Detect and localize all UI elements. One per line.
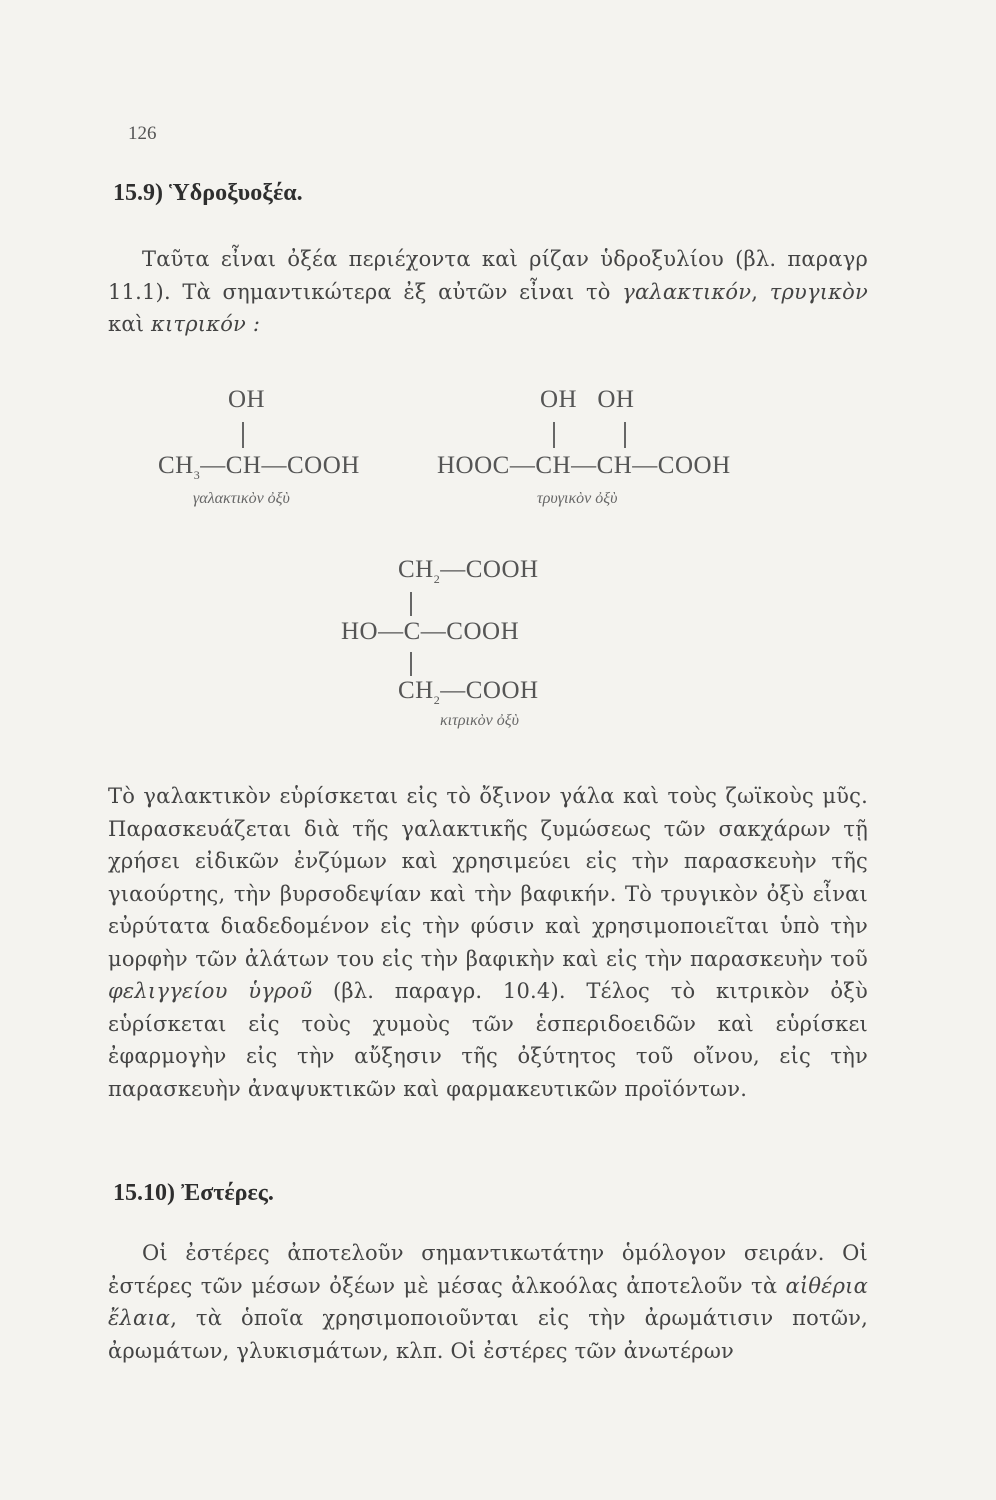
body-paragraph-uses xyxy=(108,780,868,1105)
citric-bot-a: CH xyxy=(398,677,434,704)
esters-paragraph xyxy=(108,1237,868,1367)
term-essential-oils: αἰθέρια ἔλαια xyxy=(108,1273,868,1330)
citric-caption: κιτρικὸν ὀξὺ xyxy=(440,712,519,729)
term-citric: κιτρικόν : xyxy=(151,312,261,336)
citric-top-a: CH xyxy=(398,556,434,583)
lactic-caption: γαλακτικὸν ὀξὺ xyxy=(193,490,290,507)
intro-text: Ταῦτα εἶναι ὀξέα περιέχοντα καὶ ρίζαν ὑδροξυλίου (βλ. παραγρ 11.1). Τὰ σημαντικώτερα ἐξ αὐτῶν εἶναι τὸ xyxy=(108,247,868,304)
section-heading-hydroxy-acids: 15.9) Ὑδροξυοξέα. xyxy=(113,180,303,206)
lactic-bond xyxy=(242,422,244,448)
tartaric-bond-1 xyxy=(553,422,555,448)
citric-top xyxy=(398,556,539,587)
citric-bond-top xyxy=(410,592,412,616)
intro-paragraph xyxy=(108,243,868,341)
tartaric-chain: HOOC—CH—CH—COOH xyxy=(437,452,731,479)
lactic-chain-a: CH xyxy=(158,452,194,479)
citric-bond-bottom xyxy=(410,652,412,676)
intro-and: καὶ xyxy=(108,312,152,336)
term-tartaric: τρυγικὸν xyxy=(769,279,868,304)
citric-mid: HO—C—COOH xyxy=(341,618,520,645)
lactic-chain-sub: 3 xyxy=(193,468,201,482)
term-lactic: γαλακτικόν xyxy=(622,279,752,304)
citric-top-b: —COOH xyxy=(440,556,539,583)
intro-separator: , xyxy=(751,279,770,304)
section-heading-esters: 15.10) Ἐστέρες. xyxy=(113,1180,274,1206)
citric-top-sub: 2 xyxy=(433,572,441,586)
tartaric-caption: τρυγικὸν ὀξὺ xyxy=(537,490,618,507)
tartaric-bond-2 xyxy=(624,422,626,448)
tartaric-oh: OH OH xyxy=(540,386,635,413)
uses-text-b: (βλ. παραγρ. 10.4). Τέλος τὸ κιτρικὸν ὀξὺ εὑρίσκεται εἰς τοὺς χυμοὺς τῶν ἑσπεριδοειδῶν καὶ εὑρίσκει ἐφαρμογὴν εἰς τὴν αὔξησιν τῆς ὀξύτητος τοῦ οἴνου, εἰς τὴν παρασκευὴν ἀναψυκτικῶν καὶ φαρμακευτικῶν προϊόντων. xyxy=(108,979,868,1101)
page-number: 126 xyxy=(128,123,157,144)
esters-text-b: , τὰ ὁποῖα χρησιμοποιοῦνται εἰς τὴν ἀρωμάτισιν ποτῶν, ἀρωμάτων, γλυκισμάτων, κλπ. Οἱ ἐστέρες τῶν ἀνωτέρων xyxy=(108,1306,868,1363)
uses-text-a: Τὸ γαλακτικὸν εὑρίσκεται εἰς τὸ ὄξινον γάλα καὶ τοὺς ζωϊκοὺς μῦς. Παρασκευάζεται διὰ τῆς γαλακτικῆς ζυμώσεως τῶν σακχάρων τῇ χρήσει εἰδικῶν ἐνζύμων καὶ χρησιμεύει εἰς τὴν παρασκευὴν τῆς γιαούρτης, τὴν βυρσοδεψίαν καὶ τὴν βαφικήν. Τὸ τρυγικὸν ὀξὺ εἶναι εὐρύτατα διαδεδομένον εἰς τὴν φύσιν καὶ χρησιμοποιεῖται ὑπὸ τὴν μορφὴν τῶν ἀλάτων του εἰς τὴν βαφικὴν καὶ εἰς τὴν παρασκευὴν τοῦ xyxy=(108,784,868,971)
citric-bot-sub: 2 xyxy=(433,693,441,707)
esters-text-a: Οἱ ἐστέρες ἀποτελοῦν σημαντικωτάτην ὁμόλογον σειράν. Οἱ ἐστέρες τῶν μέσων ὀξέων μὲ μέσας ἀλκοόλας ἀποτελοῦν τὰ xyxy=(108,1241,868,1298)
citric-bottom xyxy=(398,677,539,708)
lactic-chain-b: —CH—COOH xyxy=(200,452,360,479)
citric-bot-b: —COOH xyxy=(440,677,539,704)
lactic-chain xyxy=(158,452,360,483)
lactic-oh: OH xyxy=(228,386,266,413)
term-fehling: φελιγγείου ὑγροῦ xyxy=(108,979,313,1003)
